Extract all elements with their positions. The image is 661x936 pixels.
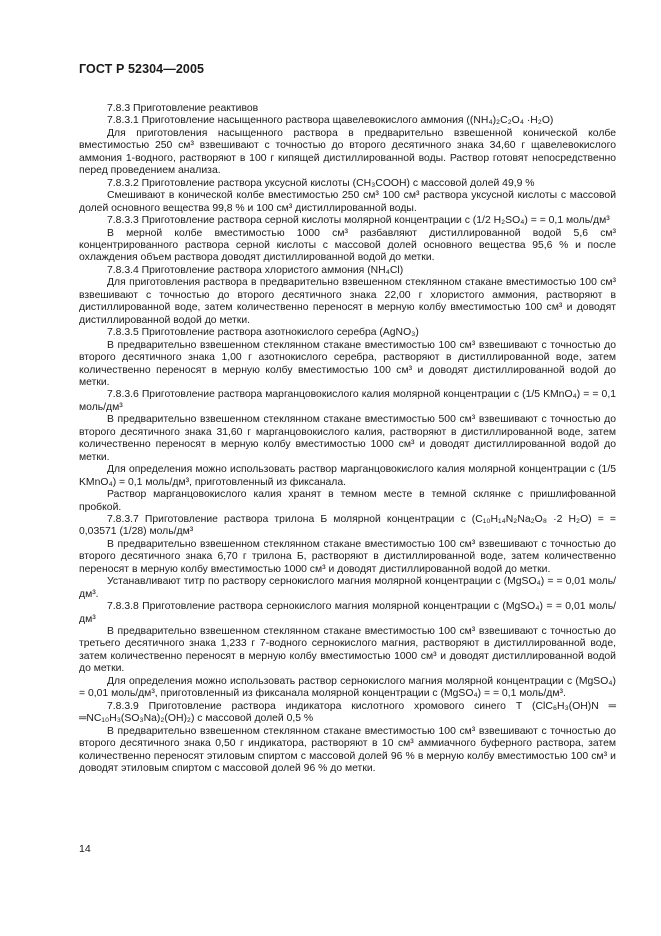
subsection-heading: 7.8.3.8 Приготовление раствора сернокислого магния молярной концентрации c (MgSO₄) = = 0,01 моль/дм³ bbox=[79, 601, 616, 625]
subsection-heading: 7.8.3.7 Приготовление раствора трилона Б молярной концентрации c (C₁₀H₁₄N₂Na₂O₈ ·2 H₂O) = = 0,03571 (1/28) моль/дм³ bbox=[79, 513, 616, 538]
paragraph: В предварительно взвешенном стеклянном стакане вместимостью 500 см³ взвешивают с точностью до второго десятичного знака 31,60 г марганцовокислого калия, растворяют в дистиллированной воде, затем количественно переносят в мерную колбу вместимостью 1000 см³ и доводят дистиллированной водой до метки. bbox=[79, 414, 616, 463]
paragraph: В мерной колбе вместимостью 1000 см³ разбавляют дистиллированной водой 5,6 см³ концентрированного раствора серной кислоты с массовой долей основного вещества 95,6 % и после охлаждения объем раствора доводят дистиллированной водой до метки. bbox=[79, 227, 616, 264]
page-number: 14 bbox=[79, 843, 91, 855]
paragraph: В предварительно взвешенном стеклянном стакане вместимостью 100 см³ взвешивают с точностью до второго десятичного знака 1,00 г азотнокислого серебра, растворяют в дистиллированной воде, затем количественно переносят в мерную колбу вместимостью 100 см³ и доводят дистиллированной водой до метки. bbox=[79, 339, 616, 388]
subsection-heading: 7.8.3.3 Приготовление раствора серной кислоты молярной концентрации c (1/2 H₂SO₄) = = 0,1 моль/дм³ bbox=[107, 215, 610, 227]
paragraph: Для определения можно использовать раствор марганцовокислого калия молярной концентрации c (1/5 KMnO₄) = 0,1 моль/дм³, приготовленный из фиксанала. bbox=[79, 464, 616, 488]
paragraph: Раствор марганцовокислого калия хранят в темном месте в темной склянке с пришлифованной пробкой. bbox=[79, 489, 616, 513]
document-header: ГОСТ Р 52304—2005 bbox=[79, 62, 205, 76]
paragraph: В предварительно взвешенном стеклянном стакане вместимостью 100 см³ взвешивают с точностью до второго десятичного знака 0,50 г индикатора, растворяют в 10 см³ аммиачного буферного раствора, затем количественно переносят этиловым спиртом с массовой долей 96 % в мерную колбу вместимостью 100 см³ и доводят этиловым спиртом с массовой долей 96 % до метки. bbox=[79, 725, 616, 775]
paragraph: В предварительно взвешенном стеклянном стакане вместимостью 100 см³ взвешивают с точностью до второго десятичного знака 6,70 г трилона Б, растворяют в дистиллированной воде, затем количественно переносят в мерную колбу вместимостью 1000 см³ и доводят дистиллированной водой до метки. bbox=[79, 538, 616, 575]
section-heading: 7.8.3 Приготовление реактивов bbox=[107, 103, 259, 114]
paragraph: Для приготовления насыщенного раствора в предварительно взвешенной конической колбе вместимостью 250 см³ взвешивают с точностью до второго десятичного знака 34,60 г щавелевокислого аммония 1-водного, растворяют в 100 г кипящей дистиллированной воды. Раствор готовят непосредственно перед проведением анализа. bbox=[79, 127, 616, 177]
subsection-heading: 7.8.3.2 Приготовление раствора уксусной кислоты (CH₃COOH) с массовой долей 49,9 % bbox=[107, 177, 535, 189]
paragraph: Смешивают в конической колбе вместимостью 250 см³ 100 см³ раствора уксусной кислоты с массовой долей основного вещества 99,8 % и 100 см³ дистиллированной воды. bbox=[79, 190, 616, 214]
paragraph: Для приготовления раствора в предварительно взвешенном стеклянном стакане вместимостью 100 см³ взвешивают с точностью до второго десятичного знака 22,00 г хлористого аммония, растворяют в дистиллированной воде, затем количественно переносят в мерную колбу вместимостью 100 см³ и доводят дистиллированной водой до метки. bbox=[79, 277, 616, 326]
paragraph: Устанавливают титр по раствору сернокислого магния молярной концентрации c (MgSO₄) = = 0,01 моль/дм³. bbox=[79, 576, 616, 600]
subsection-heading: 7.8.3.6 Приготовление раствора марганцовокислого калия молярной концентрации c (1/5 KMnO₄) = = 0,1 моль/дм³ bbox=[79, 389, 616, 413]
paragraph: Для определения можно использовать раствор сернокислого магния молярной концентрации c (MgSO₄) = 0,01 моль/дм³, приготовленный из фиксанала молярной концентрации c (MgSO₄) = = 0,1 моль/дм³. bbox=[79, 675, 616, 700]
subsection-heading: 7.8.3.9 Приготовление раствора индикатора кислотного хромового синего Т (ClC₆H₃(OH)N ═ ═NC₁₀H₃(SO₃Na)₂(OH)₂) с массовой долей 0,5 % bbox=[79, 700, 616, 725]
subsection-heading: 7.8.3.4 Приготовление раствора хлористого аммония (NH₄Cl) bbox=[107, 264, 404, 276]
document-body bbox=[79, 103, 616, 775]
paragraph: В предварительно взвешенном стеклянном стакане вместимостью 100 см³ взвешивают с точностью до третьего десятичного знака 1,233 г 7-водного сернокислого магния, растворяют в дистиллированной воде, затем количественно переносят в мерную колбу вместимостью 1000 см³ и доводят дистиллированной водой до метки. bbox=[79, 626, 616, 675]
subsection-heading: 7.8.3.5 Приготовление раствора азотнокислого серебра (AgNO₃) bbox=[107, 327, 419, 339]
subsection-heading: 7.8.3.1 Приготовление насыщенного раствора щавелевокислого аммония ((NH₄)₂C₂O₄ ·H₂O) bbox=[107, 115, 554, 127]
